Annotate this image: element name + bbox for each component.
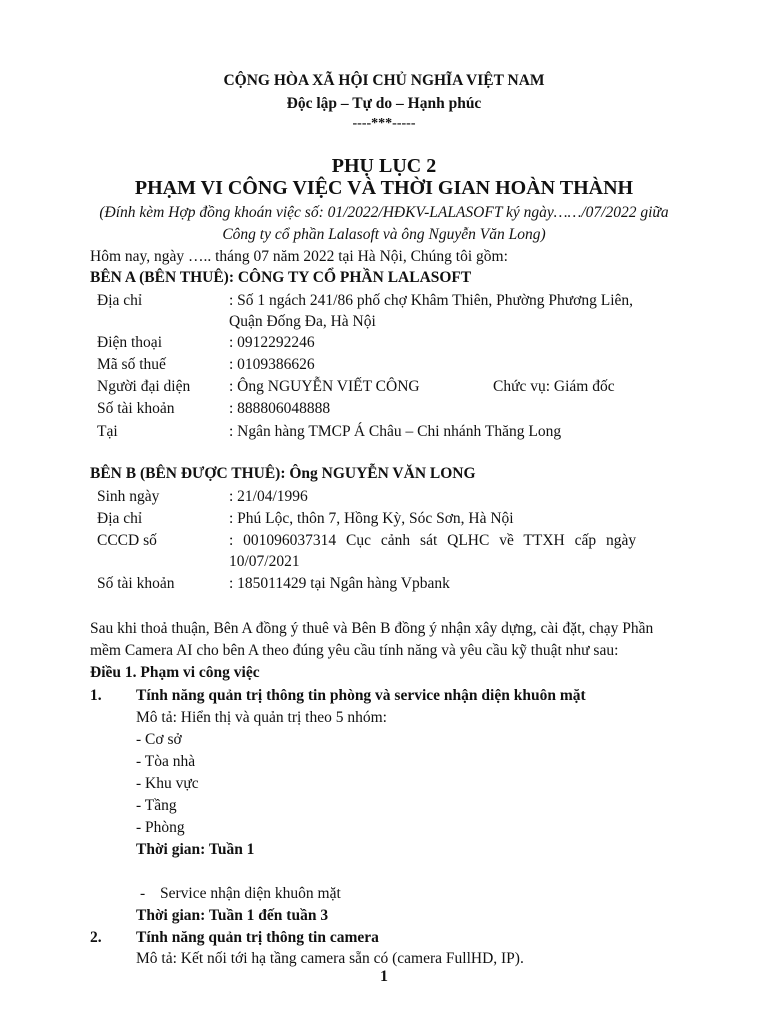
- party-b-id-cont: 10/07/2021: [229, 553, 300, 570]
- group-item: - Cơ sở: [136, 731, 182, 748]
- header-separator: ----***-----: [352, 116, 416, 131]
- party-a-tax-label: Mã số thuế: [97, 356, 166, 373]
- agreement-line1: Sau khi thoả thuận, Bên A đồng ý thuê và Bên B đồng ý nhận xây dựng, cài đặt, chạy Phần: [90, 620, 654, 637]
- party-b-id-label: CCCD số: [97, 532, 157, 549]
- party-a-position: Chức vụ: Giám đốc: [493, 378, 615, 395]
- party-a-tax-value: : 0109386626: [229, 356, 315, 373]
- appendix-title: PHỤ LỤC 2: [331, 155, 437, 177]
- scope-title: PHẠM VI CÔNG VIỆC VÀ THỜI GIAN HOÀN THÀNH: [134, 177, 634, 199]
- motto: Độc lập – Tự do – Hạnh phúc: [286, 95, 482, 112]
- party-b-id-value: : 001096037314 Cục cảnh sát QLHC về TTXH cấp ngày: [229, 532, 637, 549]
- party-b-address-label: Địa chỉ: [97, 510, 143, 527]
- group-item: - Tầng: [136, 797, 177, 814]
- item-2-number: 2.: [90, 929, 102, 946]
- national-title: CỘNG HÒA XÃ HỘI CHỦ NGHĨA VIỆT NAM: [223, 72, 545, 89]
- item-2-title: Tính năng quản trị thông tin camera: [136, 929, 379, 946]
- group-item: - Tòa nhà: [136, 753, 196, 770]
- article-1-heading: Điều 1. Phạm vi công việc: [90, 664, 260, 681]
- party-a-address-label: Địa chỉ: [97, 292, 143, 309]
- party-a-address-value: : Số 1 ngách 241/86 phố chợ Khâm Thiên, Phường Phương Liên,: [229, 292, 634, 309]
- item-1-time-1: Thời gian: Tuần 1: [136, 841, 255, 858]
- group-item: - Khu vực: [136, 775, 199, 792]
- bullet-dash: -: [140, 885, 146, 902]
- item-1-title: Tính năng quản trị thông tin phòng và service nhận diện khuôn mặt: [136, 687, 586, 704]
- party-b-address-value: : Phú Lộc, thôn 7, Hồng Kỳ, Sóc Sơn, Hà Nội: [229, 510, 514, 527]
- attachment-note-line2: Công ty cổ phần Lalasoft và ông Nguyễn Văn Long): [222, 226, 546, 243]
- party-a-bank-value: : Ngân hàng TMCP Á Châu – Chi nhánh Thăng Long: [229, 423, 562, 440]
- item-1-service-bullet: Service nhận diện khuôn mặt: [160, 885, 341, 902]
- party-a-heading: BÊN A (BÊN THUÊ): CÔNG TY CỔ PHẦN LALASOFT: [90, 269, 472, 286]
- party-b-dob-value: : 21/04/1996: [229, 488, 308, 505]
- party-b-account-value: : 185011429 tại Ngân hàng Vpbank: [229, 575, 450, 592]
- party-a-rep-value: : Ông NGUYỄN VIẾT CÔNG: [229, 378, 420, 395]
- party-b-account-label: Số tài khoản: [97, 575, 175, 592]
- agreement-line2: mềm Camera AI cho bên A theo đúng yêu cầu tính năng và yêu cầu kỹ thuật như sau:: [90, 642, 619, 659]
- attachment-note-line1: (Đính kèm Hợp đồng khoán việc số: 01/2022/HĐKV-LALASOFT ký ngày……/07/2022 giữa: [99, 204, 669, 221]
- party-a-address-cont: Quận Đống Đa, Hà Nội: [229, 313, 376, 330]
- party-a-rep-label: Người đại diện: [97, 378, 191, 395]
- item-1-time-2: Thời gian: Tuần 1 đến tuần 3: [136, 907, 329, 924]
- intro-text: Hôm nay, ngày ….. tháng 07 năm 2022 tại Hà Nội, Chúng tôi gồm:: [90, 248, 508, 265]
- party-a-account-label: Số tài khoản: [97, 400, 175, 417]
- group-item: - Phòng: [136, 819, 185, 836]
- party-b-heading: BÊN B (BÊN ĐƯỢC THUÊ): Ông NGUYỄN VĂN LONG: [90, 465, 476, 482]
- party-a-account-value: : 888806048888: [229, 400, 331, 417]
- party-a-phone-value: : 0912292246: [229, 334, 315, 351]
- party-a-bank-label: Tại: [97, 423, 118, 440]
- item-1-number: 1.: [90, 687, 102, 704]
- page-number: 1: [380, 968, 388, 985]
- party-a-phone-label: Điện thoại: [97, 334, 162, 351]
- item-2-description: Mô tả: Kết nối tới hạ tầng camera sẵn có (camera FullHD, IP).: [136, 950, 524, 967]
- item-1-description: Mô tả: Hiển thị và quản trị theo 5 nhóm:: [136, 709, 387, 726]
- party-b-dob-label: Sinh ngày: [97, 488, 160, 505]
